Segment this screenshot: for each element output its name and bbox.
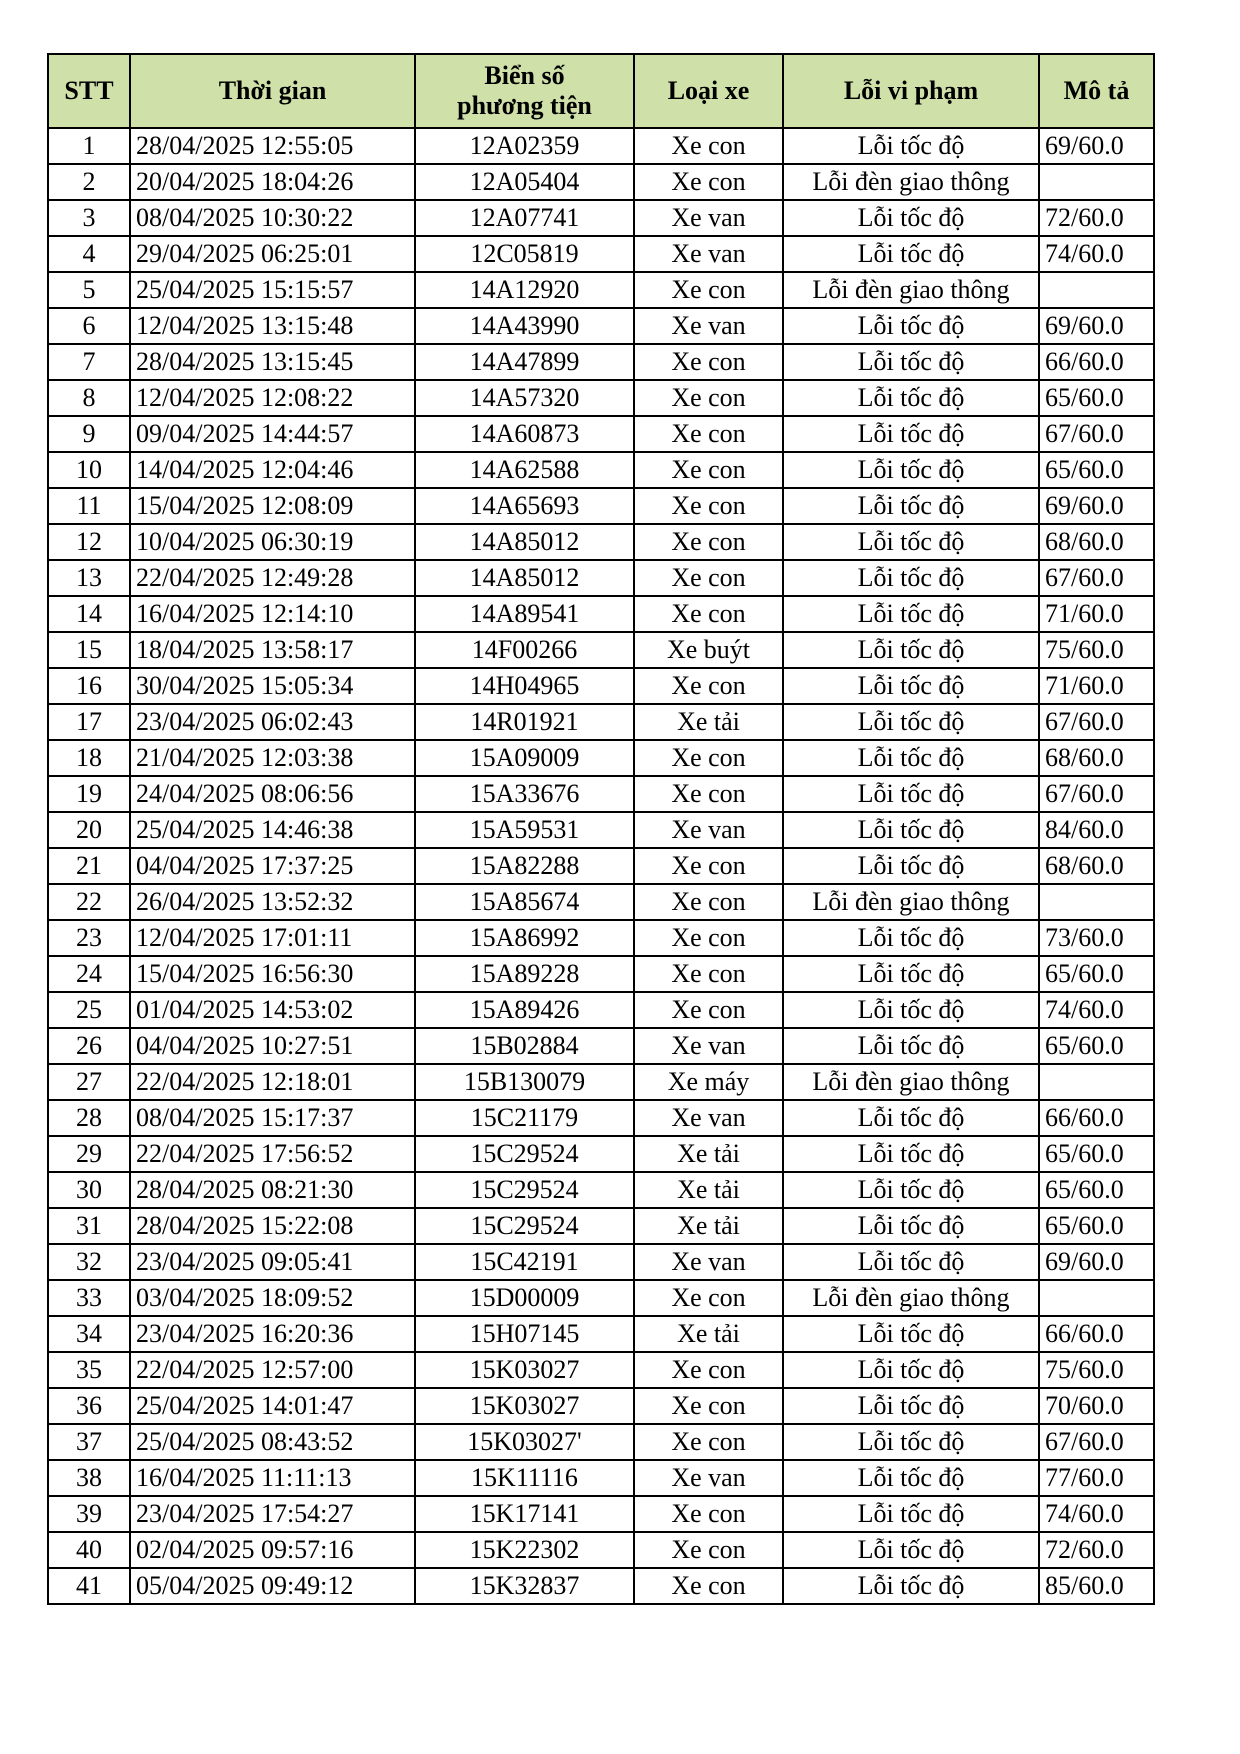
cell-time: 28/04/2025 08:21:30 [130,1172,415,1208]
cell-vehicle-type: Xe con [634,524,783,560]
table-row [48,1136,1154,1172]
cell-violation: Lỗi tốc độ [783,992,1039,1028]
table-row [48,704,1154,740]
cell-stt: 36 [48,1388,130,1424]
cell-time: 24/04/2025 08:06:56 [130,776,415,812]
cell-description: 67/60.0 [1039,1424,1154,1460]
cell-stt: 38 [48,1460,130,1496]
cell-time: 16/04/2025 12:14:10 [130,596,415,632]
table-row [48,992,1154,1028]
cell-plate: 14A89541 [415,596,634,632]
cell-plate: 14F00266 [415,632,634,668]
cell-violation: Lỗi tốc độ [783,308,1039,344]
table-row [48,1028,1154,1064]
cell-time: 23/04/2025 09:05:41 [130,1244,415,1280]
cell-time: 15/04/2025 12:08:09 [130,488,415,524]
cell-violation: Lỗi tốc độ [783,776,1039,812]
cell-violation: Lỗi tốc độ [783,704,1039,740]
cell-time: 18/04/2025 13:58:17 [130,632,415,668]
cell-vehicle-type: Xe con [634,848,783,884]
cell-stt: 24 [48,956,130,992]
cell-vehicle-type: Xe con [634,1388,783,1424]
cell-violation: Lỗi tốc độ [783,1028,1039,1064]
cell-plate: 15K11116 [415,1460,634,1496]
cell-time: 10/04/2025 06:30:19 [130,524,415,560]
table-row [48,452,1154,488]
cell-vehicle-type: Xe tải [634,704,783,740]
cell-time: 05/04/2025 09:49:12 [130,1568,415,1604]
header-type: Loại xe [634,54,783,128]
cell-stt: 3 [48,200,130,236]
cell-time: 12/04/2025 17:01:11 [130,920,415,956]
cell-violation: Lỗi tốc độ [783,128,1039,164]
cell-violation: Lỗi tốc độ [783,452,1039,488]
table-row [48,128,1154,164]
cell-plate: 14A47899 [415,344,634,380]
cell-description: 69/60.0 [1039,308,1154,344]
cell-vehicle-type: Xe van [634,236,783,272]
header-time: Thời gian [130,54,415,128]
table-row [48,776,1154,812]
cell-vehicle-type: Xe tải [634,1136,783,1172]
cell-stt: 20 [48,812,130,848]
table-row [48,236,1154,272]
cell-vehicle-type: Xe con [634,344,783,380]
cell-plate: 15C21179 [415,1100,634,1136]
cell-vehicle-type: Xe con [634,920,783,956]
header-plate-line1: Biển số [484,61,565,90]
cell-vehicle-type: Xe con [634,1496,783,1532]
table-row [48,380,1154,416]
cell-stt: 2 [48,164,130,200]
cell-stt: 37 [48,1424,130,1460]
cell-description: 65/60.0 [1039,956,1154,992]
cell-plate: 14R01921 [415,704,634,740]
table-row [48,1568,1154,1604]
cell-violation: Lỗi tốc độ [783,1100,1039,1136]
cell-description: 70/60.0 [1039,1388,1154,1424]
cell-stt: 4 [48,236,130,272]
cell-description: 65/60.0 [1039,452,1154,488]
table-row [48,884,1154,920]
cell-plate: 14A12920 [415,272,634,308]
cell-plate: 15K32837 [415,1568,634,1604]
cell-vehicle-type: Xe van [634,1244,783,1280]
cell-stt: 19 [48,776,130,812]
cell-description: 69/60.0 [1039,1244,1154,1280]
cell-stt: 41 [48,1568,130,1604]
cell-vehicle-type: Xe con [634,992,783,1028]
cell-plate: 15A89426 [415,992,634,1028]
cell-stt: 30 [48,1172,130,1208]
cell-time: 02/04/2025 09:57:16 [130,1532,415,1568]
cell-vehicle-type: Xe tải [634,1208,783,1244]
cell-time: 14/04/2025 12:04:46 [130,452,415,488]
table-row [48,668,1154,704]
table-row [48,1532,1154,1568]
cell-plate: 14A43990 [415,308,634,344]
cell-time: 22/04/2025 17:56:52 [130,1136,415,1172]
cell-vehicle-type: Xe con [634,560,783,596]
table-row [48,1352,1154,1388]
cell-description: 65/60.0 [1039,380,1154,416]
cell-violation: Lỗi tốc độ [783,1460,1039,1496]
cell-violation: Lỗi tốc độ [783,1388,1039,1424]
table-row [48,812,1154,848]
cell-violation: Lỗi tốc độ [783,344,1039,380]
table-row [48,164,1154,200]
table-row [48,200,1154,236]
cell-stt: 25 [48,992,130,1028]
cell-vehicle-type: Xe con [634,1280,783,1316]
cell-time: 23/04/2025 17:54:27 [130,1496,415,1532]
cell-vehicle-type: Xe con [634,1424,783,1460]
cell-plate: 14A85012 [415,560,634,596]
cell-description: 67/60.0 [1039,776,1154,812]
cell-vehicle-type: Xe van [634,1028,783,1064]
cell-plate: 15B02884 [415,1028,634,1064]
cell-violation: Lỗi tốc độ [783,1172,1039,1208]
cell-stt: 15 [48,632,130,668]
cell-violation: Lỗi tốc độ [783,236,1039,272]
cell-vehicle-type: Xe con [634,956,783,992]
cell-vehicle-type: Xe tải [634,1172,783,1208]
cell-violation: Lỗi đèn giao thông [783,1280,1039,1316]
cell-vehicle-type: Xe van [634,200,783,236]
cell-plate: 12A05404 [415,164,634,200]
cell-description: 66/60.0 [1039,344,1154,380]
cell-stt: 14 [48,596,130,632]
cell-vehicle-type: Xe buýt [634,632,783,668]
cell-description: 77/60.0 [1039,1460,1154,1496]
table-row [48,344,1154,380]
cell-stt: 28 [48,1100,130,1136]
table-row [48,1316,1154,1352]
cell-description: 66/60.0 [1039,1100,1154,1136]
cell-violation: Lỗi tốc độ [783,560,1039,596]
cell-plate: 15A33676 [415,776,634,812]
cell-plate: 15K03027 [415,1388,634,1424]
cell-description: 71/60.0 [1039,668,1154,704]
cell-stt: 17 [48,704,130,740]
cell-plate: 14A65693 [415,488,634,524]
cell-time: 03/04/2025 18:09:52 [130,1280,415,1316]
cell-description: 68/60.0 [1039,524,1154,560]
cell-plate: 15C29524 [415,1172,634,1208]
cell-time: 22/04/2025 12:57:00 [130,1352,415,1388]
header-error: Lỗi vi phạm [783,54,1039,128]
cell-violation: Lỗi tốc độ [783,920,1039,956]
cell-time: 30/04/2025 15:05:34 [130,668,415,704]
cell-plate: 15A89228 [415,956,634,992]
cell-vehicle-type: Xe con [634,452,783,488]
cell-time: 22/04/2025 12:18:01 [130,1064,415,1100]
cell-time: 01/04/2025 14:53:02 [130,992,415,1028]
table-row [48,1424,1154,1460]
cell-time: 25/04/2025 14:01:47 [130,1388,415,1424]
cell-violation: Lỗi tốc độ [783,956,1039,992]
cell-vehicle-type: Xe con [634,416,783,452]
cell-plate: 15D00009 [415,1280,634,1316]
cell-stt: 29 [48,1136,130,1172]
cell-time: 28/04/2025 12:55:05 [130,128,415,164]
cell-stt: 27 [48,1064,130,1100]
cell-plate: 15B130079 [415,1064,634,1100]
table-row [48,1244,1154,1280]
cell-stt: 7 [48,344,130,380]
cell-time: 23/04/2025 06:02:43 [130,704,415,740]
cell-stt: 11 [48,488,130,524]
header-plate-line2: phương tiện [457,91,592,120]
cell-time: 25/04/2025 14:46:38 [130,812,415,848]
header-row [48,54,1154,128]
cell-time: 12/04/2025 13:15:48 [130,308,415,344]
table-row [48,1100,1154,1136]
cell-violation: Lỗi tốc độ [783,1208,1039,1244]
cell-violation: Lỗi tốc độ [783,1424,1039,1460]
cell-violation: Lỗi tốc độ [783,1244,1039,1280]
cell-time: 25/04/2025 08:43:52 [130,1424,415,1460]
cell-plate: 12C05819 [415,236,634,272]
cell-vehicle-type: Xe con [634,380,783,416]
table-row [48,596,1154,632]
cell-time: 09/04/2025 14:44:57 [130,416,415,452]
cell-description: 74/60.0 [1039,992,1154,1028]
cell-time: 04/04/2025 17:37:25 [130,848,415,884]
cell-description [1039,272,1154,308]
cell-vehicle-type: Xe con [634,488,783,524]
cell-stt: 33 [48,1280,130,1316]
cell-violation: Lỗi tốc độ [783,1316,1039,1352]
cell-plate: 15A86992 [415,920,634,956]
cell-description: 66/60.0 [1039,1316,1154,1352]
cell-vehicle-type: Xe van [634,1460,783,1496]
cell-violation: Lỗi tốc độ [783,524,1039,560]
violations-table [47,53,1155,1605]
cell-plate: 14A85012 [415,524,634,560]
cell-time: 25/04/2025 15:15:57 [130,272,415,308]
cell-violation: Lỗi tốc độ [783,1568,1039,1604]
cell-description [1039,884,1154,920]
cell-stt: 40 [48,1532,130,1568]
table-row [48,1496,1154,1532]
cell-stt: 16 [48,668,130,704]
cell-stt: 8 [48,380,130,416]
table-header [48,54,1154,128]
cell-description: 74/60.0 [1039,1496,1154,1532]
cell-time: 28/04/2025 13:15:45 [130,344,415,380]
cell-violation: Lỗi tốc độ [783,416,1039,452]
cell-description [1039,1064,1154,1100]
cell-time: 08/04/2025 10:30:22 [130,200,415,236]
cell-stt: 26 [48,1028,130,1064]
cell-violation: Lỗi tốc độ [783,596,1039,632]
cell-plate: 14H04965 [415,668,634,704]
cell-violation: Lỗi đèn giao thông [783,272,1039,308]
cell-violation: Lỗi tốc độ [783,668,1039,704]
table-row [48,1280,1154,1316]
cell-plate: 14A57320 [415,380,634,416]
table-row [48,740,1154,776]
cell-plate: 15K03027' [415,1424,634,1460]
cell-time: 15/04/2025 16:56:30 [130,956,415,992]
cell-vehicle-type: Xe con [634,740,783,776]
cell-time: 20/04/2025 18:04:26 [130,164,415,200]
table-row [48,1064,1154,1100]
cell-stt: 31 [48,1208,130,1244]
cell-violation: Lỗi tốc độ [783,1532,1039,1568]
cell-description: 68/60.0 [1039,848,1154,884]
cell-description: 65/60.0 [1039,1172,1154,1208]
cell-description: 75/60.0 [1039,1352,1154,1388]
cell-stt: 10 [48,452,130,488]
cell-time: 21/04/2025 12:03:38 [130,740,415,776]
cell-violation: Lỗi tốc độ [783,200,1039,236]
cell-description: 69/60.0 [1039,488,1154,524]
cell-time: 08/04/2025 15:17:37 [130,1100,415,1136]
cell-plate: 15C42191 [415,1244,634,1280]
cell-description: 68/60.0 [1039,740,1154,776]
cell-stt: 9 [48,416,130,452]
cell-vehicle-type: Xe van [634,1100,783,1136]
table-body [48,128,1154,1604]
cell-plate: 15A59531 [415,812,634,848]
cell-description: 85/60.0 [1039,1568,1154,1604]
cell-plate: 15K03027 [415,1352,634,1388]
cell-stt: 1 [48,128,130,164]
cell-time: 22/04/2025 12:49:28 [130,560,415,596]
cell-description: 69/60.0 [1039,128,1154,164]
cell-description: 67/60.0 [1039,416,1154,452]
cell-description: 84/60.0 [1039,812,1154,848]
table-row [48,560,1154,596]
cell-violation: Lỗi đèn giao thông [783,1064,1039,1100]
cell-stt: 23 [48,920,130,956]
cell-violation: Lỗi tốc độ [783,1352,1039,1388]
cell-description: 67/60.0 [1039,704,1154,740]
cell-vehicle-type: Xe con [634,164,783,200]
header-plate [415,54,634,128]
cell-description: 65/60.0 [1039,1208,1154,1244]
cell-violation: Lỗi tốc độ [783,1496,1039,1532]
cell-plate: 15C29524 [415,1208,634,1244]
cell-time: 12/04/2025 12:08:22 [130,380,415,416]
table-row [48,272,1154,308]
cell-stt: 5 [48,272,130,308]
cell-vehicle-type: Xe con [634,1532,783,1568]
table-row [48,524,1154,560]
cell-violation: Lỗi tốc độ [783,848,1039,884]
cell-vehicle-type: Xe con [634,272,783,308]
cell-violation: Lỗi đèn giao thông [783,164,1039,200]
cell-plate: 15K22302 [415,1532,634,1568]
cell-description: 75/60.0 [1039,632,1154,668]
cell-time: 04/04/2025 10:27:51 [130,1028,415,1064]
cell-vehicle-type: Xe van [634,308,783,344]
cell-violation: Lỗi tốc độ [783,380,1039,416]
table-row [48,1460,1154,1496]
cell-stt: 12 [48,524,130,560]
cell-plate: 12A07741 [415,200,634,236]
cell-violation: Lỗi tốc độ [783,488,1039,524]
cell-stt: 18 [48,740,130,776]
cell-description [1039,164,1154,200]
cell-time: 29/04/2025 06:25:01 [130,236,415,272]
cell-description: 72/60.0 [1039,200,1154,236]
header-desc: Mô tả [1039,54,1154,128]
cell-description: 74/60.0 [1039,236,1154,272]
table-row [48,920,1154,956]
cell-stt: 32 [48,1244,130,1280]
cell-stt: 22 [48,884,130,920]
cell-stt: 35 [48,1352,130,1388]
table-row [48,488,1154,524]
cell-time: 26/04/2025 13:52:32 [130,884,415,920]
cell-plate: 15K17141 [415,1496,634,1532]
cell-violation: Lỗi tốc độ [783,740,1039,776]
cell-time: 28/04/2025 15:22:08 [130,1208,415,1244]
cell-plate: 15A82288 [415,848,634,884]
cell-description: 67/60.0 [1039,560,1154,596]
cell-violation: Lỗi đèn giao thông [783,884,1039,920]
cell-vehicle-type: Xe con [634,1352,783,1388]
table-row [48,1388,1154,1424]
cell-stt: 39 [48,1496,130,1532]
cell-stt: 13 [48,560,130,596]
cell-time: 23/04/2025 16:20:36 [130,1316,415,1352]
cell-time: 16/04/2025 11:11:13 [130,1460,415,1496]
cell-plate: 15A09009 [415,740,634,776]
cell-stt: 21 [48,848,130,884]
cell-vehicle-type: Xe con [634,668,783,704]
cell-vehicle-type: Xe con [634,596,783,632]
table-row [48,1208,1154,1244]
cell-plate: 12A02359 [415,128,634,164]
cell-violation: Lỗi tốc độ [783,812,1039,848]
cell-violation: Lỗi tốc độ [783,1136,1039,1172]
cell-vehicle-type: Xe con [634,776,783,812]
table-row [48,1172,1154,1208]
cell-description: 65/60.0 [1039,1136,1154,1172]
table-row [48,848,1154,884]
cell-description: 73/60.0 [1039,920,1154,956]
table-row [48,308,1154,344]
cell-description: 72/60.0 [1039,1532,1154,1568]
cell-vehicle-type: Xe con [634,1568,783,1604]
cell-vehicle-type: Xe van [634,812,783,848]
cell-violation: Lỗi tốc độ [783,632,1039,668]
cell-vehicle-type: Xe con [634,128,783,164]
cell-plate: 15A85674 [415,884,634,920]
table-row [48,416,1154,452]
cell-vehicle-type: Xe con [634,884,783,920]
cell-stt: 34 [48,1316,130,1352]
cell-plate: 15H07145 [415,1316,634,1352]
table-row [48,956,1154,992]
cell-vehicle-type: Xe tải [634,1316,783,1352]
cell-description: 65/60.0 [1039,1028,1154,1064]
cell-description [1039,1280,1154,1316]
cell-plate: 14A62588 [415,452,634,488]
cell-stt: 6 [48,308,130,344]
cell-plate: 15C29524 [415,1136,634,1172]
header-stt: STT [48,54,130,128]
cell-plate: 14A60873 [415,416,634,452]
table-row [48,632,1154,668]
cell-vehicle-type: Xe máy [634,1064,783,1100]
cell-description: 71/60.0 [1039,596,1154,632]
